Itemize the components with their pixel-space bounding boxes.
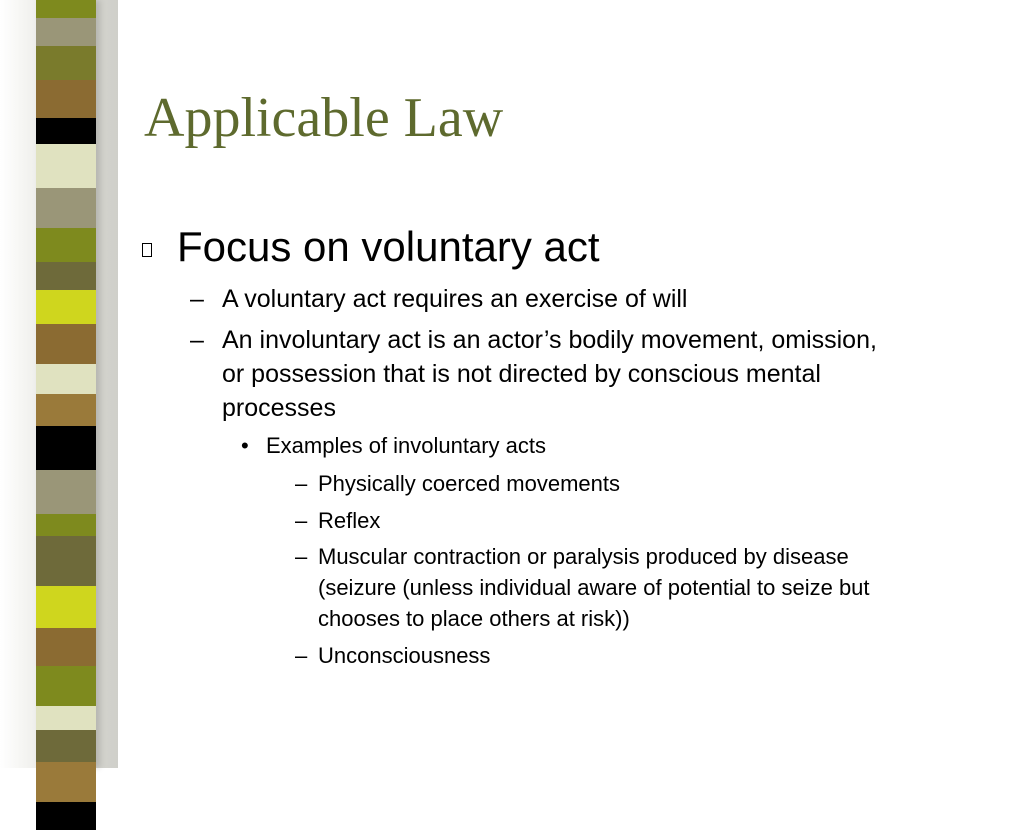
stripe-segment [36, 586, 96, 628]
bullet-level4-item-3-line-3: chooses to place others at risk)) [318, 606, 630, 631]
square-bullet-icon [142, 243, 152, 257]
stripe-segment [36, 46, 96, 80]
stripe-segment [36, 536, 96, 586]
stripe-segment [36, 144, 96, 188]
stripe-segment [36, 628, 96, 666]
stripe-segment [36, 262, 96, 290]
stripe-segment [36, 80, 96, 118]
striped-bar [36, 0, 96, 768]
bullet-level4-item-3-line-1: Muscular contraction or paralysis produced by disease [318, 544, 849, 569]
bullet-level2-item-1: A voluntary act requires an exercise of will [222, 285, 688, 313]
bullet-level4-item-3-line-2: (seizure (unless individual aware of potential to seize but [318, 575, 870, 600]
dot-bullet-icon: • [241, 433, 249, 458]
stripe-segment [36, 394, 96, 426]
bullet-level2-item-2-line-2: or possession that is not directed by conscious mental [222, 360, 821, 388]
bullet-level2-item-2-line-3: processes [222, 394, 336, 422]
dash-icon: – [295, 643, 308, 668]
bullet-level4-item-4: Unconsciousness [318, 643, 491, 668]
stripe-segment [36, 666, 96, 706]
stripe-segment [36, 228, 96, 262]
stripe-segment [36, 324, 96, 364]
stripe-segment [36, 364, 96, 394]
stripe-segment [36, 470, 96, 514]
stripe-segment [36, 426, 96, 470]
bullet-level2-item-2-line-1: An involuntary act is an actor’s bodily movement, omission, [222, 326, 877, 354]
dash-icon: – [295, 471, 308, 496]
bullet-level3: Examples of involuntary acts [266, 433, 547, 458]
bullet-level1: Focus on voluntary act [177, 223, 600, 270]
bullet-level4-item-2: Reflex [318, 508, 381, 533]
stripe-segment [36, 188, 96, 228]
stripe-segment [36, 514, 96, 536]
page-title: Applicable Law [144, 87, 504, 149]
stripe-segment [36, 0, 96, 18]
stripe-segment [36, 762, 96, 802]
stripe-segment [36, 18, 96, 46]
dash-icon: – [295, 508, 308, 533]
dash-icon: – [295, 544, 308, 569]
stripe-segment [36, 706, 96, 730]
stripe-segment [36, 730, 96, 762]
stripe-segment [36, 802, 96, 830]
dash-icon: – [190, 285, 204, 313]
stripe-segment [36, 118, 96, 144]
dash-icon: – [190, 326, 204, 354]
stripe-segment [36, 290, 96, 324]
bullet-level4-item-1: Physically coerced movements [318, 471, 621, 496]
